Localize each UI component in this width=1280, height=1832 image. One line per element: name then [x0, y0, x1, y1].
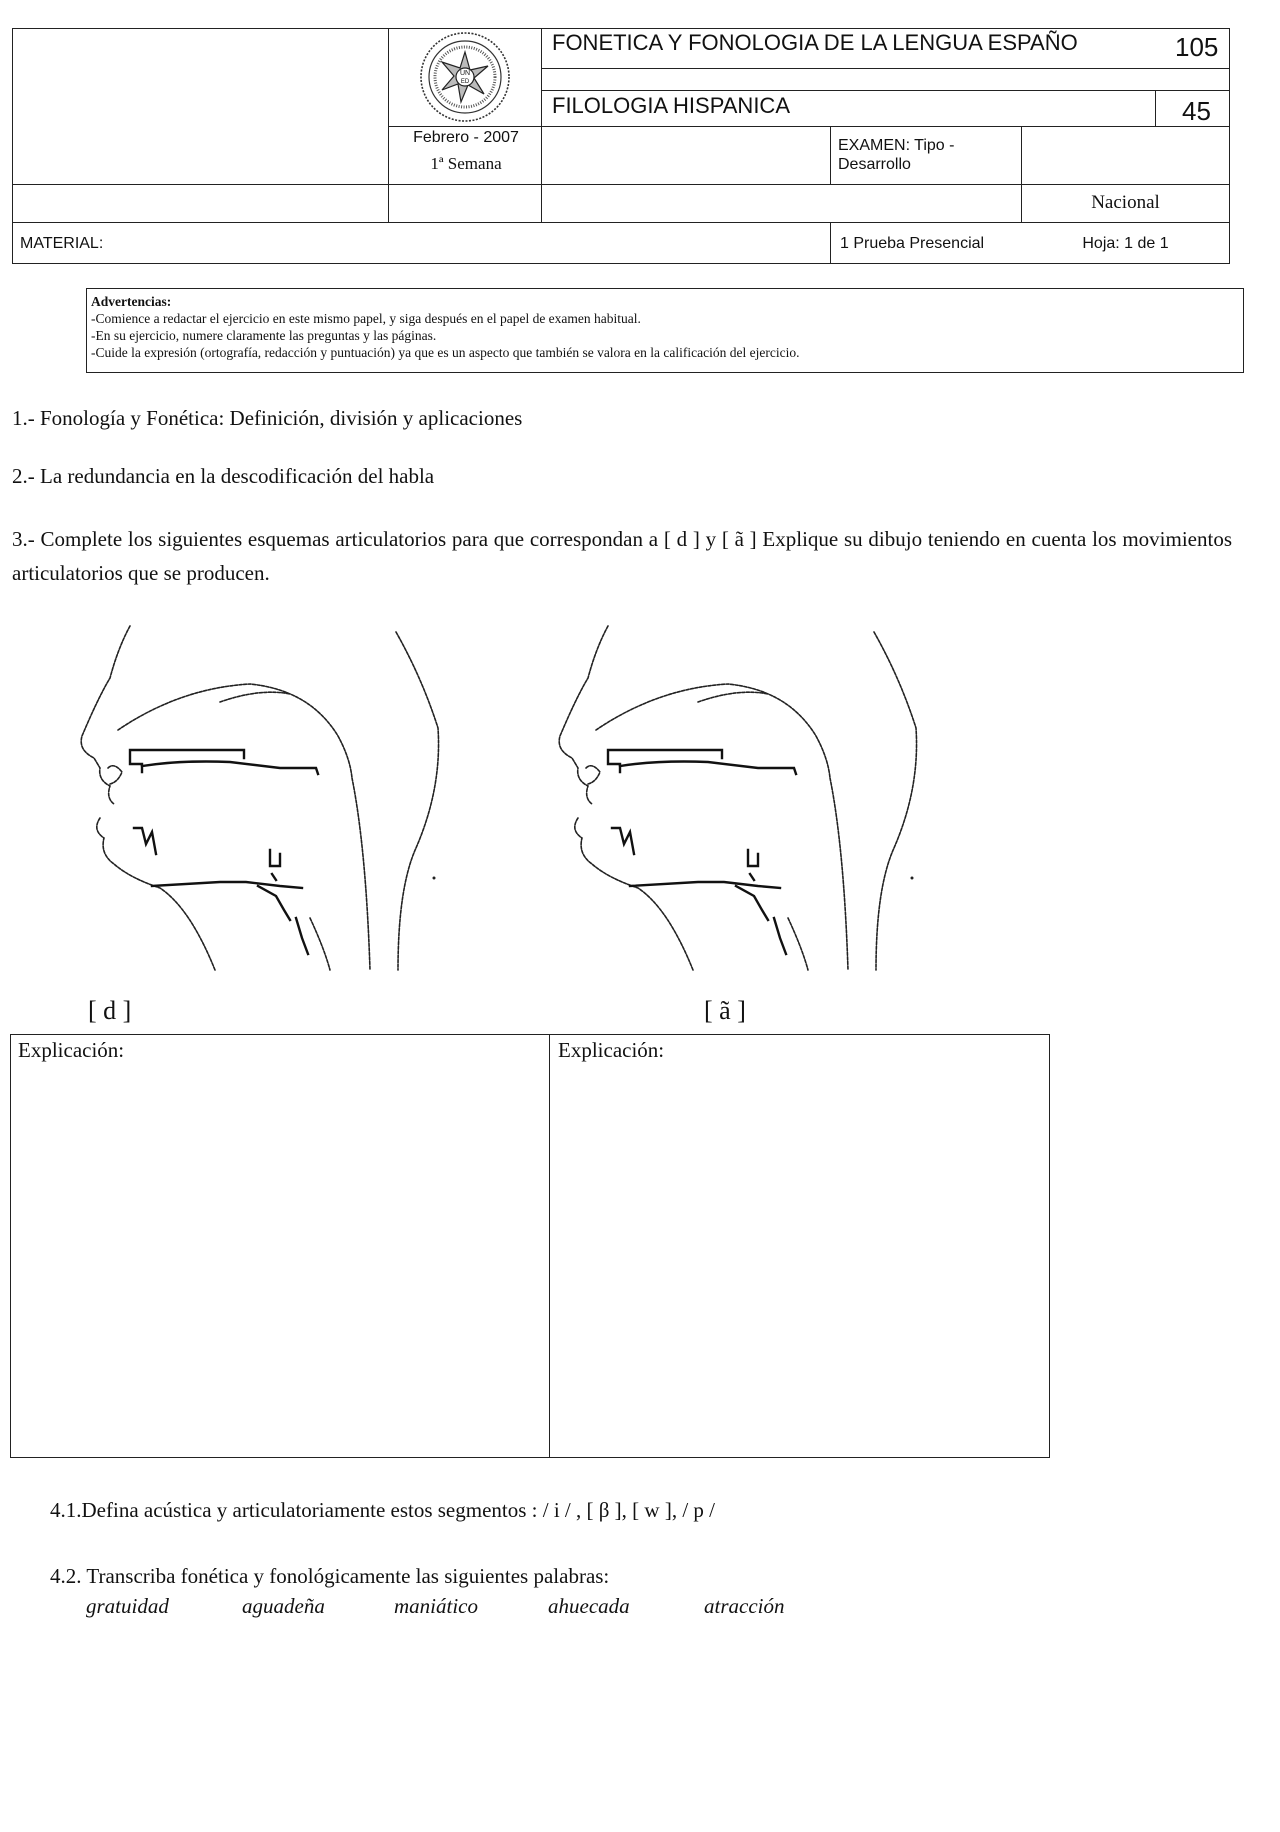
exam-scope: Nacional: [1091, 192, 1160, 213]
word-item: maniático: [394, 1594, 478, 1618]
university-seal-logo: [418, 30, 512, 124]
header-divider: [388, 28, 389, 222]
exam-type: EXAMEN: Tipo - Desarrollo: [838, 137, 955, 173]
header-divider: [830, 126, 831, 184]
exam-week: 1ª Semana: [430, 154, 502, 173]
header-divider: [541, 90, 1230, 91]
header-divider: [12, 184, 1230, 185]
header-divider: [388, 126, 541, 127]
diagram-label-d: [ d ]: [88, 996, 132, 1025]
explanation-label: Explicación:: [18, 1038, 125, 1062]
warning-line: -En su ejercicio, numere claramente las preguntas y las páginas.: [91, 328, 437, 343]
articulatory-diagram-d: [70, 618, 450, 978]
word-item: ahuecada: [548, 1594, 630, 1618]
word-item: atracción: [704, 1594, 785, 1618]
warning-line: -Comience a redactar el ejercicio en este mismo papel, y siga después en el papel de examen habitual.: [91, 311, 641, 326]
exam-date: Febrero - 2007: [413, 129, 519, 146]
warning-line: -Cuide la expresión (ortografía, redacción y puntuación) ya que es un aspecto que también se valora en la calificación del ejercicio.: [91, 345, 800, 360]
question-4-2: 4.2. Transcriba fonética y fonológicamente las siguientes palabras:: [50, 1564, 610, 1588]
header-divider: [541, 28, 542, 222]
question-2: 2.- La redundancia en la descodificación del habla: [12, 464, 435, 488]
explanation-label: Explicación:: [558, 1038, 665, 1062]
explanation-field-left[interactable]: [10, 1034, 549, 1458]
word-item: aguadeña: [242, 1594, 325, 1618]
diagram-label-a-nasal: [ ã ]: [704, 996, 746, 1025]
header-divider: [830, 222, 831, 264]
question-4-1: 4.1.Defina acústica y articulatoriamente estos segmentos : / i / , [ β ], [ w ], / p /: [50, 1498, 715, 1522]
degree-name: FILOLOGIA HISPANICA: [552, 93, 790, 118]
word-item: gratuidad: [86, 1594, 169, 1618]
header-divider: [1155, 90, 1156, 126]
material-label: MATERIAL:: [20, 235, 104, 252]
warnings-title: Advertencias:: [91, 294, 172, 309]
sheet-number: Hoja: 1 de 1: [1082, 235, 1169, 252]
warnings-box: [86, 288, 1244, 373]
articulatory-diagram-a-nasal: [548, 618, 928, 978]
explanation-field-right[interactable]: [550, 1034, 1050, 1458]
header-outer-border: [12, 28, 1230, 264]
subject-code: 105: [1175, 32, 1219, 62]
svg-text:UN: UN: [459, 70, 471, 77]
test-label: 1 Prueba Presencial: [840, 235, 985, 252]
question-3: 3.- Complete los siguientes esquemas articulatorios para que correspondan a [ d ] y [ ã ] Explique su dibujo teniendo en cuenta los movimientos articulatorios que se producen.: [12, 527, 1232, 585]
degree-code: 45: [1182, 96, 1211, 126]
header-divider: [541, 68, 1230, 69]
header-divider: [12, 222, 1230, 223]
subject-title: FONETICA Y FONOLOGIA DE LA LENGUA ESPAÑO: [552, 30, 1078, 55]
svg-text:ED: ED: [460, 79, 470, 85]
question-1: 1.- Fonología y Fonética: Definición, división y aplicaciones: [12, 406, 523, 430]
header-divider: [541, 126, 1230, 127]
